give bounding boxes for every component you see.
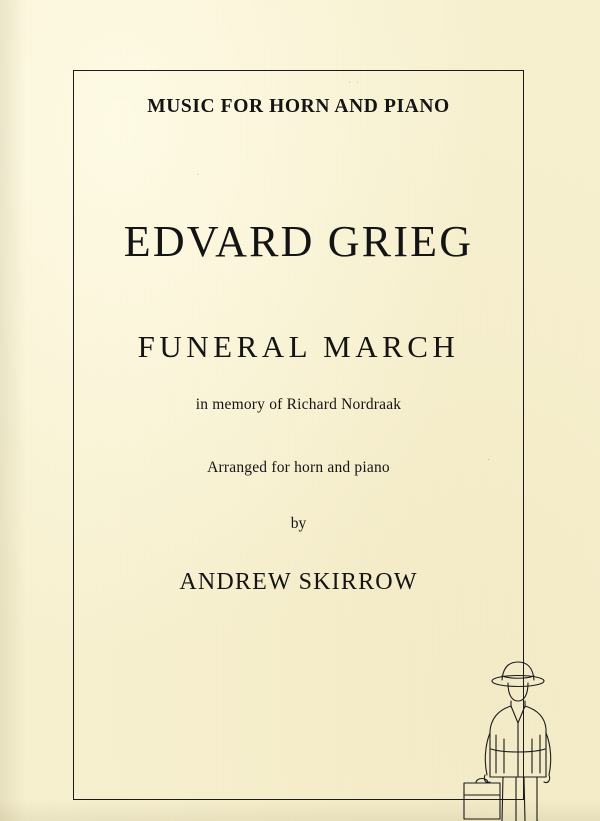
composer-name: EDVARD GRIEG bbox=[123, 217, 474, 266]
faint-print-mark-left: · bbox=[196, 170, 201, 181]
faint-print-mark-top: · · bbox=[348, 78, 361, 89]
work-title: FUNERAL MARCH bbox=[137, 329, 460, 364]
by-word: by bbox=[290, 515, 307, 532]
cover-content bbox=[73, 70, 524, 800]
figure-with-case-illustration bbox=[458, 649, 600, 821]
page-edge-shading-left bbox=[0, 0, 26, 821]
arrangement-line: Arranged for horn and piano bbox=[207, 459, 390, 476]
dedication-line: in memory of Richard Nordraak bbox=[195, 396, 402, 413]
series-heading: MUSIC FOR HORN AND PIANO bbox=[147, 96, 450, 117]
arranger-name: ANDREW SKIRROW bbox=[179, 569, 418, 595]
faint-print-mark-right: · bbox=[487, 455, 492, 466]
